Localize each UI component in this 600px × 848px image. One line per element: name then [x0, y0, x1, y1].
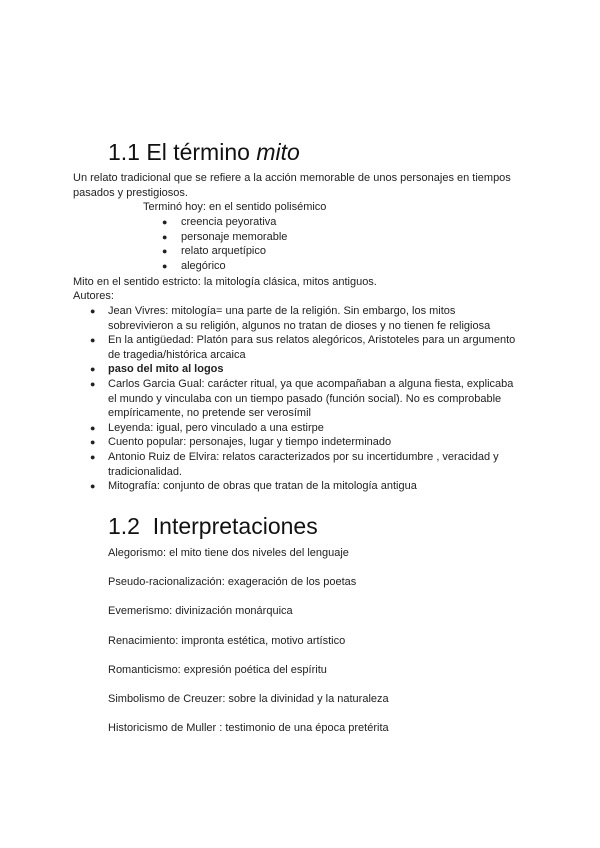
list-item-text: Cuento popular: personajes, lugar y tiempo indeterminado	[108, 436, 392, 449]
interpretations-list	[108, 546, 389, 750]
list-item-text: Carlos Garcia Gual: carácter ritual, ya que acompañaban a alguna fiesta, explicaba el mundo y vinculaba con un tiempo pasado (función social). No es comprobable empíricamente, no pretende ser verosímil	[108, 377, 514, 420]
authors-label: Autores:	[73, 290, 114, 302]
strict-sense-line: Mito en el sentido estricto: la mitología clásica, mitos antiguos.	[73, 276, 377, 288]
list-item	[88, 362, 518, 377]
list-item-text: creencia peyorativa	[181, 216, 277, 228]
bullet-icon: ●	[90, 481, 96, 492]
bullet-icon: ●	[90, 451, 96, 462]
list-item-text: relato arquetípico	[181, 245, 266, 258]
polysemic-sense-line: Terminó hoy: en el sentido polisémico	[143, 201, 327, 213]
list-item	[160, 244, 287, 259]
list-item-text: En la antigüedad: Platón para sus relatos alegóricos, Aristoteles para un argumento de tragedia/histórica arcaica	[108, 334, 516, 361]
list-item	[88, 479, 518, 494]
list-item	[88, 304, 518, 333]
list-item: Simbolismo de Creuzer: sobre la divinidad y la naturaleza	[108, 692, 389, 705]
bullet-icon: ●	[90, 422, 96, 433]
heading-text: El término	[146, 139, 250, 165]
section-heading-mito	[108, 138, 300, 166]
bullet-icon: ●	[90, 335, 96, 346]
heading-text: Interpretaciones	[152, 513, 318, 539]
list-item: Renacimiento: impronta estética, motivo artístico	[108, 634, 346, 647]
bullet-icon: ●	[162, 246, 168, 257]
bullet-icon: ●	[90, 378, 96, 389]
list-item	[160, 230, 287, 245]
polysemic-sense-list	[160, 215, 287, 273]
list-item-text: alegórico	[181, 259, 226, 272]
list-item: Romanticismo: expresión poética del espíritu	[108, 663, 327, 676]
heading-number: 1.1	[108, 139, 140, 165]
bullet-icon: ●	[162, 231, 168, 242]
list-item-text: Mitografía: conjunto de obras que tratan de la mitología antigua	[108, 480, 417, 493]
list-item-text: Jean Vivres: mitología= una parte de la religión. Sin embargo, los mitos sobrevivieron a su religión, algunos no tratan de dioses y no tienen fe religiosa	[108, 305, 491, 332]
bullet-icon: ●	[90, 437, 96, 448]
list-item	[160, 215, 287, 230]
list-item-text: Antonio Ruiz de Elvira: relatos caracterizados por su incertidumbre , veracidad y tradicionalidad.	[108, 450, 499, 478]
list-item: Alegorismo: el mito tiene dos niveles del lenguaje	[108, 547, 349, 559]
list-item: Pseudo-racionalización: exageración de los poetas	[108, 576, 357, 589]
list-item-text: paso del mito al logos	[108, 363, 224, 376]
section-heading-interpretaciones	[108, 512, 318, 540]
list-item: Evemerismo: divinización monárquica	[108, 605, 293, 618]
list-item	[160, 259, 287, 274]
bullet-icon: ●	[90, 306, 96, 316]
list-item	[88, 421, 518, 436]
bullet-icon: ●	[162, 217, 168, 227]
list-item	[88, 333, 518, 362]
bullet-icon: ●	[90, 364, 96, 375]
list-item-text: Leyenda: igual, pero vinculado a una estirpe	[108, 421, 324, 434]
heading-italic-word: mito	[256, 139, 300, 165]
list-item-text: personaje memorable	[181, 230, 288, 243]
definition-paragraph: Un relato tradicional que se refiere a la acción memorable de unos personajes en tiempos pasados y prestigiosos.	[73, 172, 511, 199]
authors-list	[88, 304, 518, 494]
list-item	[88, 377, 518, 421]
bullet-icon: ●	[162, 260, 168, 271]
list-item: Historicismo de Muller : testimonio de una época pretérita	[108, 722, 389, 735]
heading-number: 1.2	[108, 513, 140, 539]
list-item	[88, 450, 518, 479]
list-item	[88, 435, 518, 450]
